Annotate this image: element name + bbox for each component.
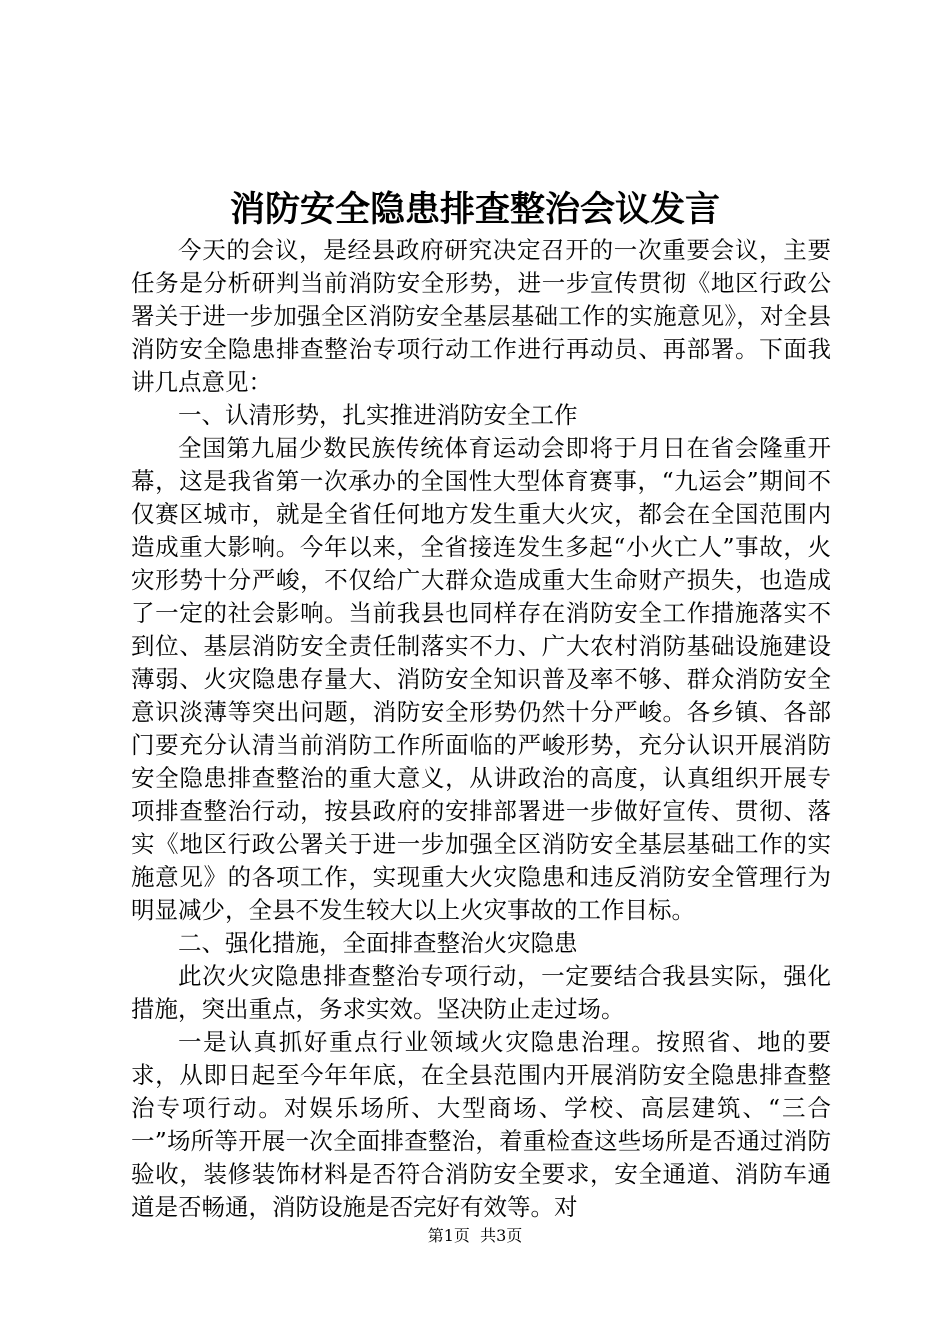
- document-body: [131, 234, 831, 1224]
- footer-separator: [470, 1226, 480, 1245]
- page-footer: [0, 1226, 950, 1246]
- paragraph-measures: 此次火灾隐患排查整治专项行动，一定要结合我县实际，强化措施，突出重点，务求实效。坚决防止走过场。: [131, 962, 831, 1023]
- paragraph-key-industries: 一是认真抓好重点行业领域火灾隐患治理。按照省、地的要求，从即日起至今年年底，在全县范围内开展消防安全隐患排查整治专项行动。对娱乐场所、大型商场、学校、高层建筑、“三合一”场所等开展一次全面排查整治，着重检查这些场所是否通过消防验收，装修装饰材料是否符合消防安全要求，安全通道、消防车通道是否畅通，消防设施是否完好有效等。对: [131, 1028, 831, 1221]
- paragraph-situation: 全国第九届少数民族传统体育运动会即将于月日在省会隆重开幕，这是我省第一次承办的全国性大型体育赛事，“九运会”期间不仅赛区城市，就是全省任何地方发生重大火灾，都会在全国范围内造成重大影响。今年以来，全省接连发生多起“小火亡人”事故，火灾形势十分严峻，不仅给广大群众造成重大生命财产损失，也造成了一定的社会影响。当前我县也同样存在消防安全工作措施落实不到位、基层消防安全责任制落实不力、广大农村消防基础设施建设薄弱、火灾隐患存量大、消防安全知识普及率不够、群众消防安全意识淡薄等突出问题，消防安全形势仍然十分严峻。各乡镇、各部门要充分认清当前消防工作所面临的严峻形势，充分认识开展消防安全隐患排查整治的重大意义，从讲政治的高度，认真组织开展专项排查整治行动，按县政府的安排部署进一步做好宣传、贯彻、落实《地区行政公署关于进一步加强全区消防安全基层基础工作的实施意见》的各项工作，实现重大火灾隐患和违反消防安全管理行为明显减少，全县不发生较大以上火灾事故的工作目标。: [131, 434, 831, 924]
- section-heading-1: 一、认清形势，扎实推进消防安全工作: [178, 401, 578, 429]
- paragraph-intro: 今天的会议，是经县政府研究决定召开的一次重要会议，主要任务是分析研判当前消防安全形势，进一步宣传贯彻《地区行政公署关于进一步加强全区消防安全基层基础工作的实施意见》，对全县消防安全隐患排查整治专项行动工作进行再动员、再部署。下面我讲几点意见：: [131, 236, 831, 396]
- page-title: 消防安全隐患排查整治会议发言: [229, 189, 720, 230]
- section-heading-2: 二、强化措施，全面排查整治火灾隐患: [178, 929, 578, 957]
- page-total: 共3页: [480, 1226, 523, 1245]
- page-number: 第1页: [427, 1226, 470, 1245]
